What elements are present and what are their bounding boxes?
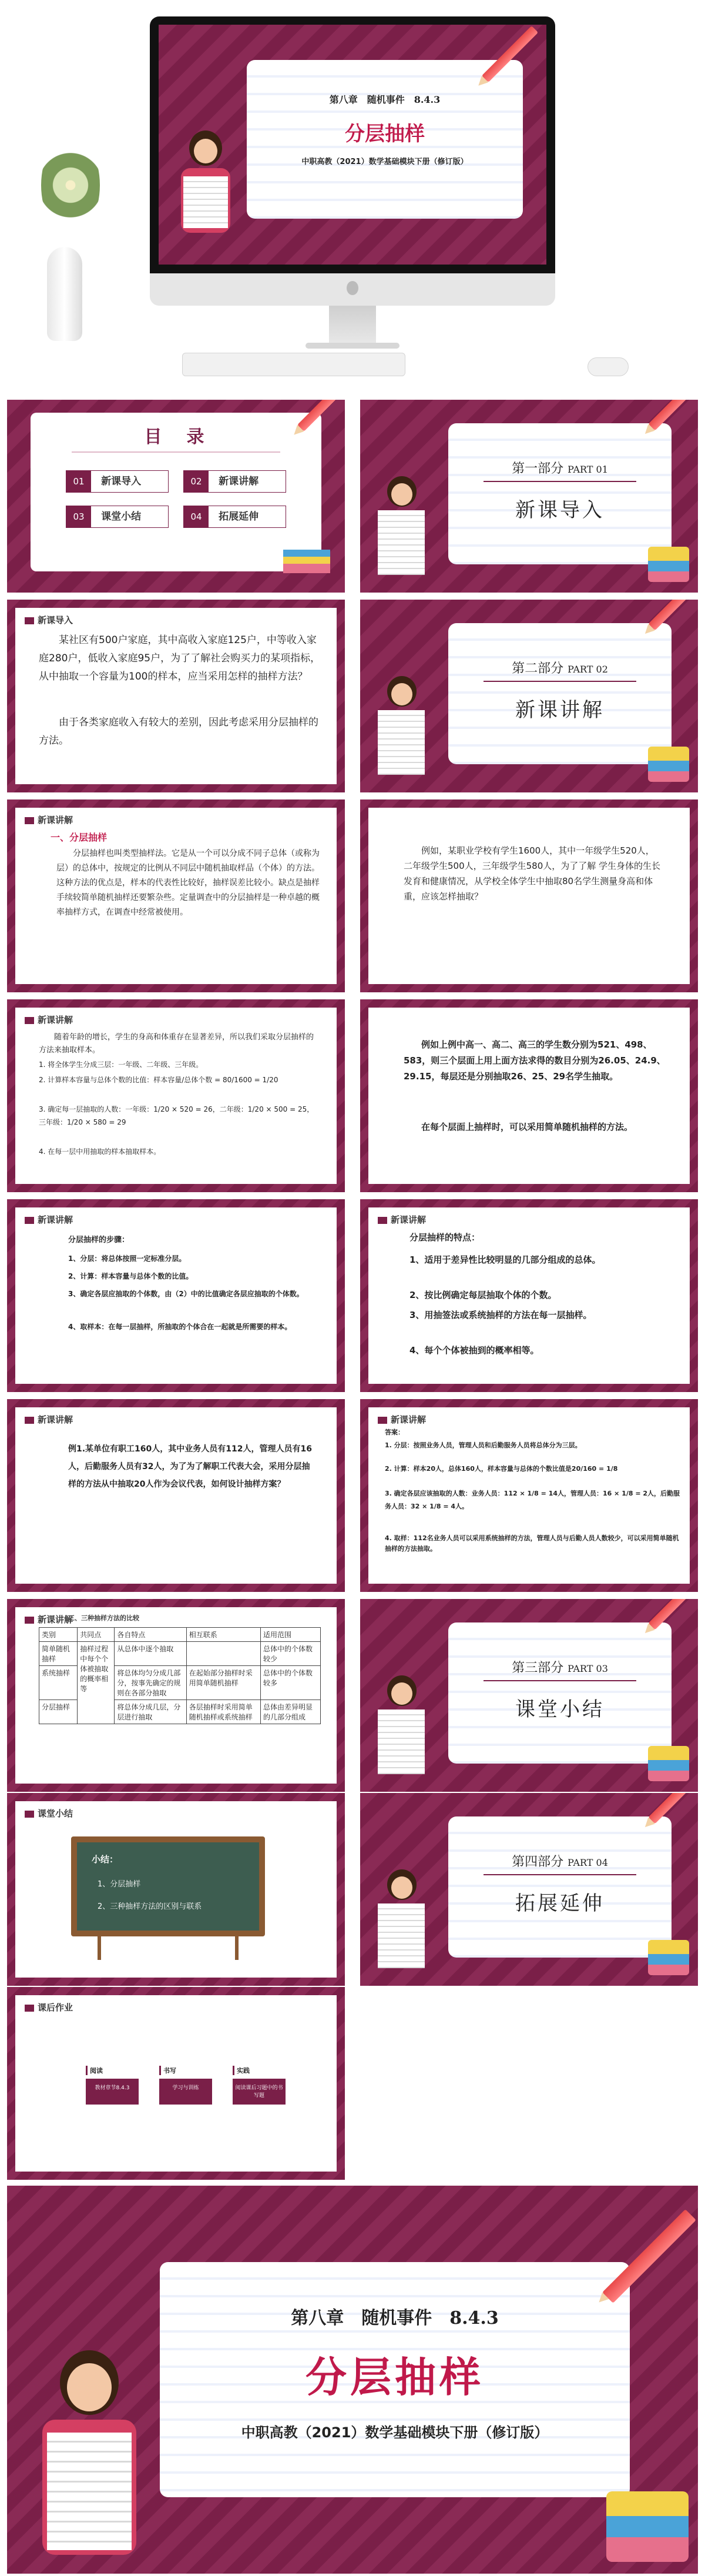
concept-body: 分层抽样也叫类型抽样法。它是从一个可以分成不同子总体（或称为层）的总体中，按规定的比例从不同层中随机抽取样品（个体）的方法。这种方法的优点是，样本的代表性比较好，抽样误差比较小。缺点是抽样手续较简单随机抽样还要繁杂些。定量调查中的分层抽样是一种卓越的概率抽样方式，在调查中经常被使用。 <box>56 849 320 917</box>
section-part: 第二部分 PART 02 <box>512 661 608 676</box>
example3-text: 例1.某单位有职工160人，其中业务人员有112人，管理人员有16人，后勤服务人员有32人，为了为了解职工代表大会，采用分层抽样的方法从中抽取20人作为会议代表，如何设计抽样方案？ <box>68 1444 312 1489</box>
table-header-cell: 相互联系 <box>186 1628 260 1642</box>
summary-item: 2、三种抽样方法的区别与联系 <box>98 1902 202 1911</box>
cover-chapter: 第八章 随机事件 8.4.3 <box>291 2308 499 2329</box>
toc-label: 新课讲解 <box>219 476 259 487</box>
apple-logo-icon <box>347 281 358 295</box>
toc-label: 拓展延伸 <box>219 511 259 523</box>
homework-slide <box>7 1987 345 2180</box>
steps-item: 4、取样本：在每一层抽样，所抽取的个体合在一起就是所需要的样本。 <box>68 1323 292 1331</box>
section-slide-04 <box>360 1793 698 1986</box>
features-item: 2、按比例确定每层抽取个体的个数。 <box>409 1290 557 1300</box>
table-cell: 在起始部分抽样时采用简单随机抽样 <box>186 1666 260 1700</box>
summary-title: 小结： <box>92 1854 119 1865</box>
toc-num: 04 <box>184 506 209 527</box>
example3-slide <box>7 1399 345 1592</box>
table-cell: 总体中的个体数较少 <box>261 1642 321 1666</box>
toc-num: 02 <box>184 471 209 492</box>
solution-slide <box>7 999 345 1192</box>
section-slide-03 <box>360 1599 698 1792</box>
table-cell: 从总体中逐个抽取 <box>115 1642 186 1666</box>
section-slide-01 <box>360 400 698 593</box>
pencil-icon <box>649 400 693 430</box>
hero-chapter: 第八章 随机事件 8.4.3 <box>329 94 441 105</box>
cover-title: 分层抽样 <box>306 2353 484 2401</box>
answer-line: 4. 取样：112名业务人员可以采用系统抽样的方法，管理人员与后勤人员人数较少，可以采用简单随机抽样的方法抽取。 <box>385 1534 679 1553</box>
example-slide <box>360 799 698 992</box>
intro-paragraph-1: 某社区有500户家庭，其中高收入家庭125户，中等收入家庭280户，低收入家庭95户，为了了解社会购买力的某项指标，从中抽取一个容量为100的样本，应当采用怎样的抽样方法？ <box>39 634 321 683</box>
answer-slide <box>360 1399 698 1592</box>
example2-note: 在每个层面上抽样时，可以采用简单随机抽样的方法。 <box>421 1122 633 1132</box>
summary-item: 1、分层抽样 <box>98 1880 141 1889</box>
intro-paragraph-2: 由于各类家庭收入有较大的差别，因此考虑采用分层抽样的方法。 <box>39 717 318 747</box>
table-cell: 分层抽样 <box>39 1700 78 1724</box>
comparison-table <box>39 1627 321 1724</box>
homework-body: 教材章节8.4.3 <box>86 2079 139 2105</box>
table-cell: 简单随机抽样 <box>39 1642 78 1666</box>
pencil-icon <box>649 600 693 630</box>
features-item: 4、每个个体被抽到的概率相等。 <box>409 1345 539 1356</box>
table-title: 三、三种抽样方法的比较 <box>68 1614 139 1622</box>
screen-slide <box>159 25 546 265</box>
girl-illustration-icon <box>372 676 431 792</box>
toc-slide <box>7 400 345 593</box>
bulb-books-icon <box>648 747 689 782</box>
table-cell: 将总体分成几层，分层进行抽取 <box>115 1700 186 1724</box>
section-part: 第一部分 PART 01 <box>512 461 608 476</box>
toc-title: 目 录 <box>144 427 208 447</box>
features-item: 3、用抽签法或系统抽样的方法在每一层抽样。 <box>409 1310 592 1320</box>
girl-illustration-icon <box>31 2350 148 2574</box>
slide-tag: 新课讲解 <box>25 1213 73 1226</box>
solution-intro: 随着年龄的增长，学生的身高和体重存在显著差异，所以我们采取分层抽样的方法来抽取样本。 <box>39 1033 314 1055</box>
toc-divider <box>72 451 280 453</box>
books-icon <box>283 550 330 573</box>
chalkboard-stand <box>98 1936 239 1960</box>
toc-item-03[interactable] <box>66 506 169 528</box>
section-divider <box>484 1874 636 1875</box>
homework-body: 阅读课后习题中的书写题 <box>233 2079 286 2105</box>
answer-line: 1. 分层：按照业务人员，管理人员和后勤服务人员将总体分为三层。 <box>385 1441 582 1449</box>
solution-step: 2. 计算样本容量与总体个数的比值：样本容量/总体个数 = 80/1600 = 1/20 <box>39 1076 278 1084</box>
toc-num: 03 <box>66 506 91 527</box>
features-slide <box>360 1199 698 1392</box>
table-cell: 总体由差异明显的几部分组成 <box>261 1700 321 1724</box>
girl-illustration-icon <box>372 476 431 593</box>
keyboard <box>182 353 405 376</box>
solution-step: 4. 在每一层中用抽取的样本抽取样本。 <box>39 1148 161 1156</box>
toc-item-01[interactable] <box>66 470 169 493</box>
pencil-icon <box>649 1599 693 1630</box>
homework-head: 阅读 <box>86 2066 139 2075</box>
slide-tag: 新课讲解 <box>378 1413 426 1426</box>
toc-label: 新课导入 <box>101 476 142 487</box>
table-header-row <box>39 1628 321 1642</box>
section-title: 新课讲解 <box>515 698 605 722</box>
section-title: 新课导入 <box>515 499 605 522</box>
features-item: 1、适用于差异性比较明显的几部分组成的总体。 <box>409 1254 601 1265</box>
example2-text: 例如上例中高一、高二、高三的学生数分别为521、498、583，则三个层面上用上面方法求得的数目分别为26.05、24.9、29.15，每层还是分别抽取26、25、29名学生抽取。 <box>404 1039 666 1082</box>
bulb-books-icon <box>606 2491 689 2562</box>
monitor-stand <box>329 306 376 344</box>
cover-subtitle: 中职高教（2021）数学基础模块下册（修订版） <box>241 2424 549 2441</box>
example-text: 例如，某职业学校有学生1600人，其中一年级学生520人，二年级学生500人，三年级学生580人，为了了解 学生身体的生长发育和健康情况，从学校全体学生中抽取80名学生测量身高和体重，应该怎样抽取？ <box>404 845 661 902</box>
table-row <box>39 1642 321 1666</box>
toc-item-02[interactable] <box>183 470 286 493</box>
table-slide <box>7 1599 345 1792</box>
table-cell: 抽样过程中每个个体被抽取的概率相等 <box>78 1642 115 1724</box>
slide-tag: 新课导入 <box>25 614 73 626</box>
slide-tag: 新课讲解 <box>25 814 73 826</box>
answer-line: 3. 确定各层应该抽取的人数：业务人员：112 × 1/8 = 14人，管理人员：16 × 1/8 = 2人，后勤服务人员：32 × 1/8 = 4人。 <box>385 1490 680 1510</box>
slide-tag: 新课讲解 <box>378 1213 426 1226</box>
table-header-cell: 各自特点 <box>115 1628 186 1642</box>
hero-title: 分层抽样 <box>345 122 425 146</box>
bulb-books-icon <box>648 547 689 582</box>
slide-tag: 课堂小结 <box>25 1807 73 1819</box>
hero-subtitle: 中职高教（2021）数学基础模块下册（修订版） <box>301 158 468 166</box>
features-title: 分层抽样的特点： <box>409 1232 481 1243</box>
answer-line: 2. 计算：样本20人，总体160人，样本容量与总体的个数比值是20/160 = 1/8 <box>385 1465 618 1473</box>
slide-tag: 新课讲解 <box>25 1013 73 1026</box>
section-part: 第三部分 PART 03 <box>512 1661 608 1675</box>
table-header-cell: 共同点 <box>78 1628 115 1642</box>
homework-item-practice <box>233 2066 286 2105</box>
steps-title: 分层抽样的步骤： <box>68 1236 130 1244</box>
girl-illustration-icon <box>372 1869 431 1986</box>
homework-item-read <box>86 2066 139 2105</box>
hero-banner <box>0 0 705 382</box>
section-divider <box>484 681 636 682</box>
flower-vase-icon <box>29 135 100 370</box>
solution-step: 1. 将全体学生分成三层：一年级、二年级、三年级。 <box>39 1060 203 1069</box>
cover-slide-large <box>7 2186 698 2574</box>
slide-tag: 新课讲解 <box>25 1413 73 1426</box>
section-divider <box>484 481 636 482</box>
steps-item: 2、计算：样本容量与总体个数的比值。 <box>68 1272 193 1280</box>
toc-num: 01 <box>66 471 91 492</box>
steps-item: 3、确定各层应抽取的个体数，由（2）中的比值确定各层应抽取的个体数。 <box>68 1290 304 1298</box>
table-cell: 系统抽样 <box>39 1666 78 1700</box>
section-divider <box>484 1680 636 1681</box>
steps-slide <box>7 1199 345 1392</box>
section-part: 第四部分 PART 04 <box>512 1855 608 1869</box>
pencil-icon <box>649 1793 693 1824</box>
intro-slide <box>7 600 345 792</box>
answer-line: 答案： <box>385 1428 404 1436</box>
table-cell: 将总体均匀分成几部分，按事先确定的规则在各部分抽取 <box>115 1666 186 1700</box>
toc-label: 课堂小结 <box>101 511 142 523</box>
steps-item: 1、分层：将总体按照一定标准分层。 <box>68 1254 186 1263</box>
section-slide-02 <box>360 600 698 792</box>
mouse <box>588 357 629 376</box>
monitor-base <box>306 343 400 349</box>
summary-slide <box>7 1793 345 1986</box>
girl-illustration-icon <box>170 131 241 265</box>
homework-head: 书写 <box>159 2066 212 2075</box>
pencil-icon <box>602 2209 696 2303</box>
toc-item-04[interactable] <box>183 506 286 528</box>
concept-heading: 一、分层抽样 <box>51 832 108 843</box>
homework-head: 实践 <box>233 2066 286 2075</box>
table-cell: 各层抽样时采用简单随机抽样或系统抽样 <box>186 1700 260 1724</box>
section-title: 拓展延伸 <box>515 1892 605 1915</box>
homework-body: 学习与训练 <box>159 2079 212 2105</box>
slide-tag: 新课讲解 <box>25 1613 73 1625</box>
bulb-books-icon <box>648 1940 689 1975</box>
concept-slide <box>7 799 345 992</box>
slide-tag: 课后作业 <box>25 2001 73 2013</box>
example2-slide <box>360 999 698 1192</box>
homework-item-write <box>159 2066 212 2105</box>
table-header-cell: 类别 <box>39 1628 78 1642</box>
table-cell <box>186 1642 260 1666</box>
table-cell: 总体中的个体数较多 <box>261 1666 321 1700</box>
table-header-cell: 适用范围 <box>261 1628 321 1642</box>
girl-illustration-icon <box>372 1675 431 1792</box>
solution-step: 3. 确定每一层抽取的人数：一年级：1/20 × 520 = 26，二年级：1/20 × 500 = 25，三年级：1/20 × 580 = 29 <box>39 1105 314 1126</box>
bulb-books-icon <box>648 1746 689 1781</box>
section-title: 课堂小结 <box>515 1698 605 1721</box>
